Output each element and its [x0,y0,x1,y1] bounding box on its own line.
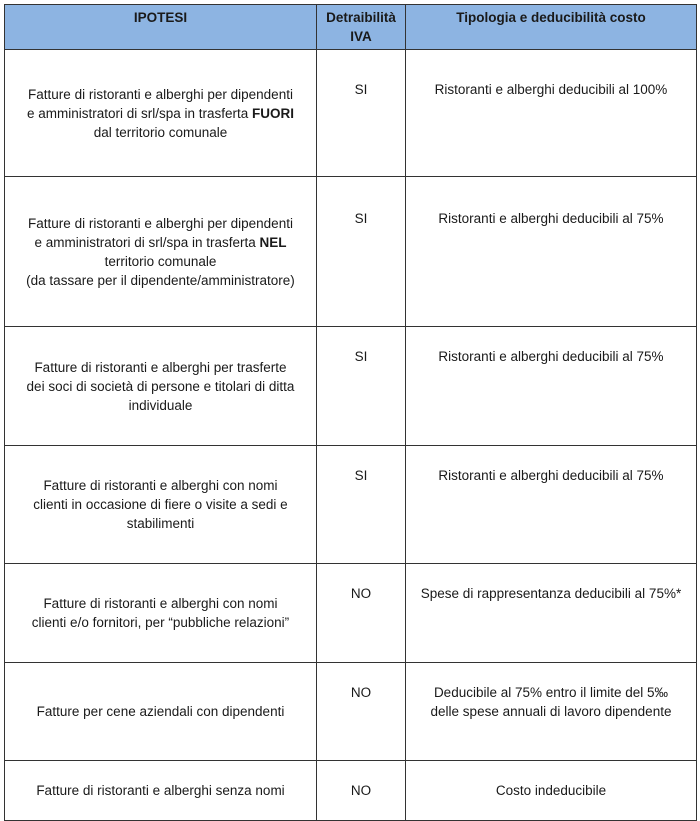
iva-cell: NO [317,564,406,663]
deducibilita-line: Deducibile al 75% entro il limite del 5‰ [433,685,669,700]
ipotesi-line: stabilimenti [126,516,195,531]
ipotesi-emphasis: NEL [259,234,287,250]
deducibilita-cell: Spese di rappresentanza deducibili al 75%* [406,564,697,663]
ipotesi-cell [5,177,317,327]
deducibilita-cell: Ristoranti e alberghi deducibili al 75% [406,446,697,564]
ipotesi-line: territorio comunale [104,253,217,269]
ipotesi-line: dei soci di società di persone e titolari di ditta [26,378,295,394]
deducibilita-cell: Costo indeducibile [406,761,697,821]
table-row [5,446,697,564]
ipotesi-emphasis: FUORI [252,105,295,121]
iva-cell: SI [317,446,406,564]
ipotesi-line: clienti e/o fornitori, per “pubbliche relazioni” [31,615,290,630]
table-row [5,50,697,177]
iva-cell: SI [317,327,406,446]
table-row [5,564,697,663]
deducibilita-cell [406,663,697,761]
ipotesi-line: clienti in occasione di fiere o visite a sedi e [33,497,288,512]
deducibilita-cell: Ristoranti e alberghi deducibili al 75% [406,177,697,327]
header-iva-line1: Detraibilità [326,10,396,25]
ipotesi-line: individuale [128,397,193,413]
deducibility-table [4,4,697,821]
table-row [5,663,697,761]
ipotesi-cell [5,446,317,564]
table-row [5,327,697,446]
header-row [5,5,697,50]
iva-cell: NO [317,761,406,821]
deducibilita-line: delle spese annuali di lavoro dipendente [430,704,672,719]
iva-cell: SI [317,177,406,327]
table-row [5,177,697,327]
ipotesi-line: (da tassare per il dipendente/amministratore) [26,272,295,288]
ipotesi-line [9,233,312,252]
ipotesi-line: dal territorio comunale [93,124,228,140]
ipotesi-line: Fatture di ristoranti e alberghi per trasferte [34,359,287,375]
iva-cell: SI [317,50,406,177]
ipotesi-line: Fatture di ristoranti e alberghi con nomi [43,478,278,493]
header-iva-line2: IVA [350,29,372,44]
ipotesi-text: e amministratori di srl/spa in trasferta [26,105,253,121]
header-detraibilita-iva [317,5,406,50]
ipotesi-cell [5,663,317,761]
ipotesi-line: Fatture di ristoranti e alberghi con nomi [43,596,278,611]
ipotesi-cell [5,50,317,177]
ipotesi-cell [5,564,317,663]
deducibilita-cell: Ristoranti e alberghi deducibili al 100% [406,50,697,177]
ipotesi-line: Fatture di ristoranti e alberghi senza nomi [36,783,285,798]
ipotesi-line: Fatture per cene aziendali con dipendenti [36,704,285,719]
ipotesi-cell [5,327,317,446]
iva-cell: NO [317,663,406,761]
ipotesi-line: Fatture di ristoranti e alberghi per dipendenti [28,215,293,231]
ipotesi-cell [5,761,317,821]
deducibilita-cell: Ristoranti e alberghi deducibili al 75% [406,327,697,446]
header-tipologia-costo: Tipologia e deducibilità costo [406,5,697,50]
table-row [5,761,697,821]
ipotesi-text: e amministratori di srl/spa in trasferta [34,234,260,250]
header-ipotesi: IPOTESI [5,5,317,50]
ipotesi-line [9,104,312,123]
ipotesi-line: Fatture di ristoranti e alberghi per dipendenti [28,86,293,102]
